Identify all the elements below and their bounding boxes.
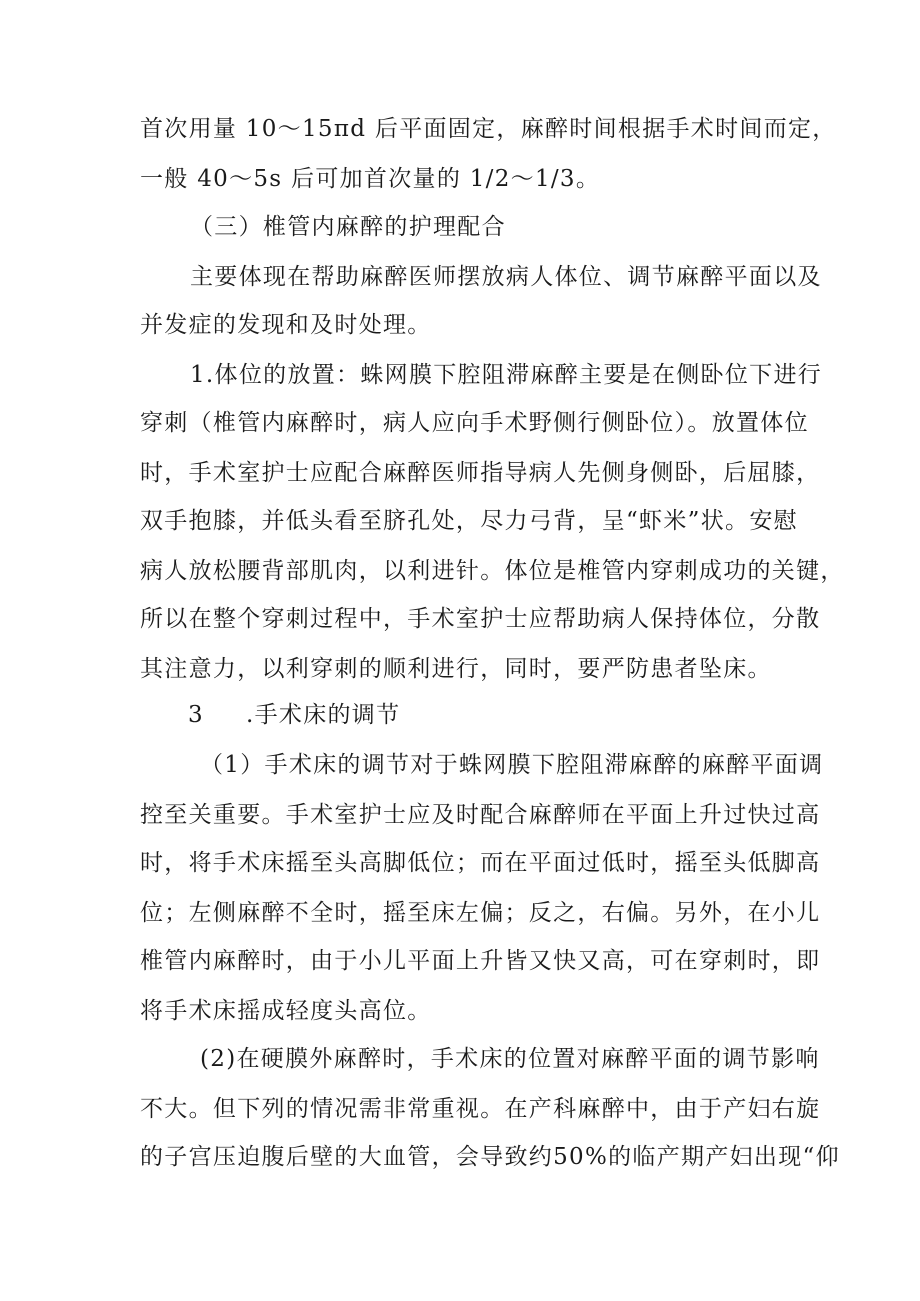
section-heading: .手术床的调节 [246,702,401,728]
text-line: 时，将手术床摇至头高脚低位；而在平面过低时，摇至头低脚高 [140,850,821,876]
text-line: 首次用量 10～15πd 后平面固定，麻醉时间根据手术时间而定， [140,116,837,142]
text-line: (2)在硬膜外麻醉时，手术床的位置对麻醉平面的调节影响 [200,1046,820,1072]
text-line: 位；左侧麻醉不全时，摇至床左偏；反之，右偏。另外，在小儿 [140,900,821,926]
text-line: 主要体现在帮助麻醉医师摆放病人体位、调节麻醉平面以及 [190,264,822,290]
section-heading: （三）椎管内麻醉的护理配合 [190,214,506,240]
text-line: 并发症的发现和及时处理。 [140,312,432,338]
list-number: 3 [188,702,204,728]
text-line: 控至关重要。手术室护士应及时配合麻醉师在平面上升过快过高 [140,802,821,828]
text-line: 1.体位的放置：蛛网膜下腔阻滞麻醉主要是在侧卧位下进行 [190,362,823,388]
text-line: 其注意力，以利穿刺的顺利进行，同时，要严防患者坠床。 [140,656,772,682]
text-line: 不大。但下列的情况需非常重视。在产科麻醉中，由于产妇右旋 [140,1096,821,1122]
text-line: 的子宫压迫腹后壁的大血管，会导致约50%的临产期产妇出现“仰 [140,1144,840,1170]
text-line: 一般 40～5s 后可加首次量的 1/2～1/3。 [140,166,601,192]
text-line: 将手术床摇成轻度头高位。 [140,998,432,1024]
text-line: 椎管内麻醉时，由于小儿平面上升皆又快又高，可在穿刺时，即 [140,948,821,974]
text-line: 双手抱膝，并低头看至脐孔处，尽力弓背，呈“虾米”状。安慰 [140,508,798,534]
text-line: 病人放松腰背部肌肉，以利进针。体位是椎管内穿刺成功的关键， [140,558,845,584]
text-line: 所以在整个穿刺过程中，手术室护士应帮助病人保持体位，分散 [140,606,821,632]
text-line: 穿刺（椎管内麻醉时，病人应向手术野侧行侧卧位）。放置体位 [140,410,809,436]
text-line: （1）手术床的调节对于蛛网膜下腔阻滞麻醉的麻醉平面调 [200,752,824,778]
text-line: 时，手术室护士应配合麻醉医师指导病人先侧身侧卧，后屈膝， [140,460,821,486]
